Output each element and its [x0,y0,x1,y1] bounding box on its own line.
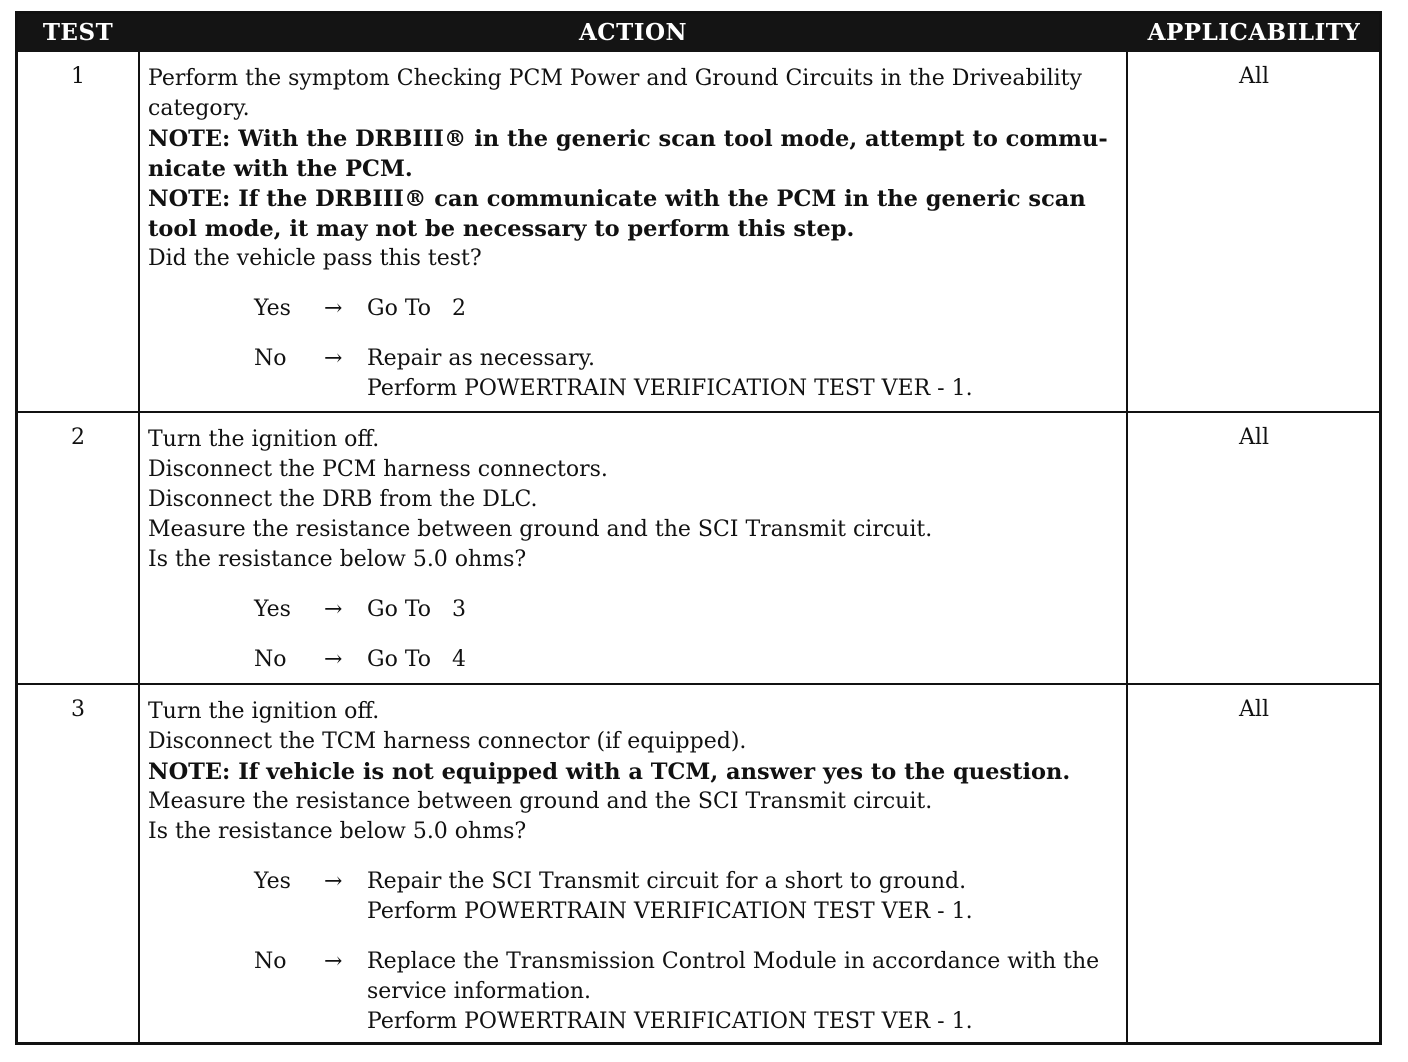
note-line: tool mode, it may not be necessary to perform this step. [148,216,855,242]
action-cell [148,697,1123,1037]
applicability-value: All [1239,697,1269,722]
arrow-right-icon: → [324,949,343,974]
arrow-right-icon: → [324,597,343,622]
note-line: nicate with the PCM. [148,156,413,182]
action-line: Turn the ignition off. [148,699,380,724]
no-response [148,947,1123,1037]
action-question: Is the resistance below 5.0 ohms? [148,819,527,844]
arrow-right-icon: → [324,296,343,321]
no-response [148,344,1123,404]
action-line: Measure the resistance between ground and the SCI Transmit circuit. [148,517,933,542]
table-row [18,685,1379,1043]
action-line: Disconnect the PCM harness connectors. [148,457,608,482]
no-response [148,645,1123,675]
note-line: NOTE: If vehicle is not equipped with a TCM, answer yes to the question. [148,759,1071,785]
yes-label: Yes [254,296,291,321]
action-line: category. [148,96,250,121]
action-line: Disconnect the DRB from the DLC. [148,487,538,512]
no-action: Replace the Transmission Control Module in accordance with the [367,949,1100,974]
action-question: Is the resistance below 5.0 ohms? [148,547,527,572]
note-line: NOTE: If the DRBIII® can communicate with the PCM in the generic scan [148,186,1086,212]
yes-action: Repair the SCI Transmit circuit for a short to ground. [367,869,967,894]
yes-action: Go To 2 [367,296,466,321]
action-cell [148,64,1123,404]
no-action: Repair as necessary. [367,346,595,371]
table-header [18,14,1379,52]
yes-label: Yes [254,597,291,622]
table-row [18,52,1379,411]
no-label: No [254,647,287,672]
action-line: Turn the ignition off. [148,427,380,452]
applicability-value: All [1239,425,1269,450]
yes-label: Yes [254,869,291,894]
header-applicability: APPLICABILITY [1147,19,1361,46]
yes-action: Go To 3 [367,597,466,622]
no-action: Perform POWERTRAIN VERIFICATION TEST VER - 1. [367,376,973,401]
diagnostic-test-table [15,11,1382,1045]
note-line: NOTE: With the DRBIII® in the generic scan tool mode, attempt to commu- [148,126,1108,152]
action-cell [148,425,1123,675]
arrow-right-icon: → [324,647,343,672]
table-row [18,413,1379,683]
action-question: Did the vehicle pass this test? [148,246,482,271]
action-line: Measure the resistance between ground and the SCI Transmit circuit. [148,789,933,814]
yes-action: Perform POWERTRAIN VERIFICATION TEST VER - 1. [367,899,973,924]
test-number: 3 [71,697,85,722]
no-action: Perform POWERTRAIN VERIFICATION TEST VER - 1. [367,1009,973,1034]
no-label: No [254,949,287,974]
yes-response [148,595,1123,625]
test-number: 2 [71,425,85,450]
header-test: TEST [42,19,114,46]
yes-response [148,867,1123,927]
test-number: 1 [71,64,85,89]
header-action: ACTION [578,19,688,46]
arrow-right-icon: → [324,346,343,371]
applicability-value: All [1239,64,1269,89]
no-action: Go To 4 [367,647,466,672]
yes-response [148,294,1123,324]
arrow-right-icon: → [324,869,343,894]
no-action: service information. [367,979,591,1004]
no-label: No [254,346,287,371]
action-line: Disconnect the TCM harness connector (if equipped). [148,729,747,754]
action-line: Perform the symptom Checking PCM Power and Ground Circuits in the Driveability [148,66,1082,91]
